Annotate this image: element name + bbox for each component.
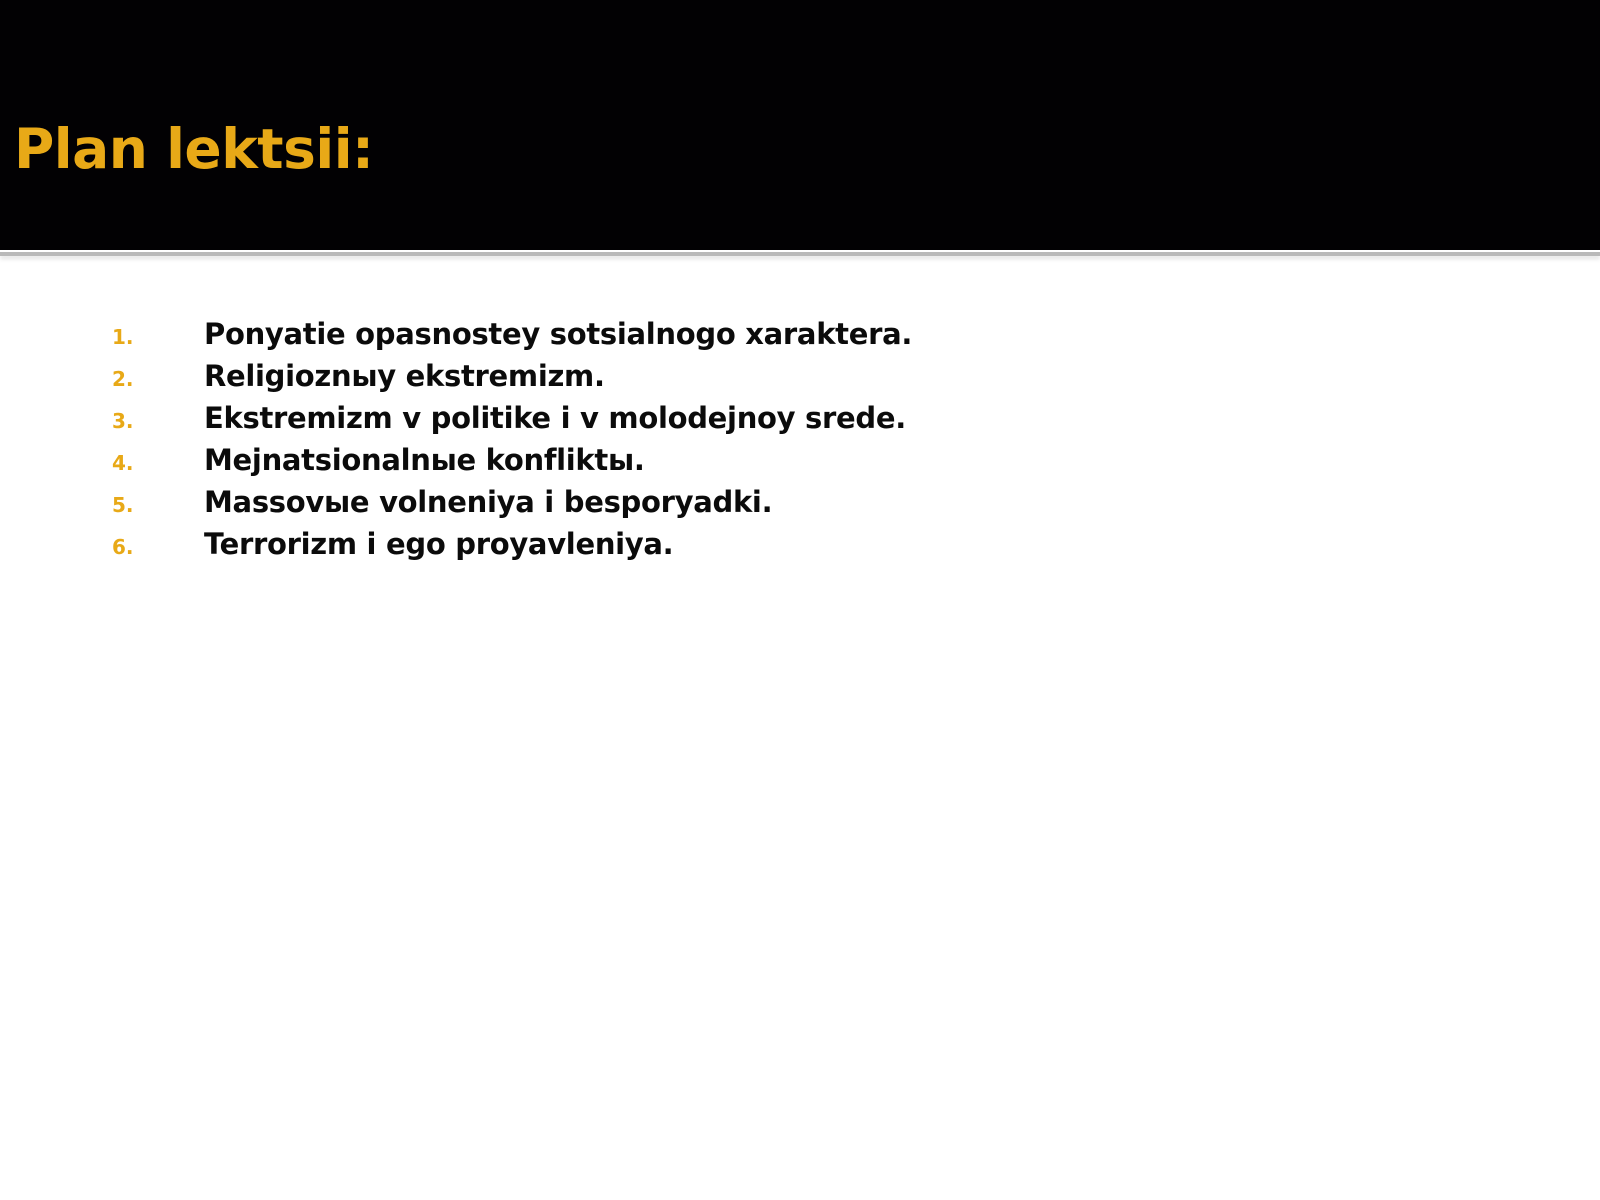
list-item-text: Ekstremizm v politike i v molodejnoy srede. (204, 401, 906, 435)
list-item-text: Ponyatie opasnostey sotsialnogo xaraktera. (204, 317, 913, 351)
list-item-number: 4. (112, 451, 134, 475)
list-item-number: 3. (112, 409, 134, 433)
list-item-text: Mejnatsionalnыe konfliktы. (204, 443, 645, 477)
slide-title: Plan lektsii: (14, 117, 374, 181)
header-divider (0, 252, 1600, 256)
list-item-text: Religioznыy ekstremizm. (204, 359, 605, 393)
list-item (112, 401, 912, 443)
list-item-number: 6. (112, 535, 134, 559)
list-item (112, 443, 912, 485)
list-item (112, 485, 912, 527)
list-item-number: 2. (112, 367, 134, 391)
list-item-text: Massovыe volneniya i besporyadki. (204, 485, 773, 519)
list-item-text: Terrorizm i ego proyavleniya. (204, 527, 674, 561)
list-item (112, 317, 912, 359)
list-item (112, 359, 912, 401)
list-item-number: 1. (112, 325, 134, 349)
list-item-number: 5. (112, 493, 134, 517)
lecture-outline-list (112, 317, 912, 569)
list-item (112, 527, 912, 569)
